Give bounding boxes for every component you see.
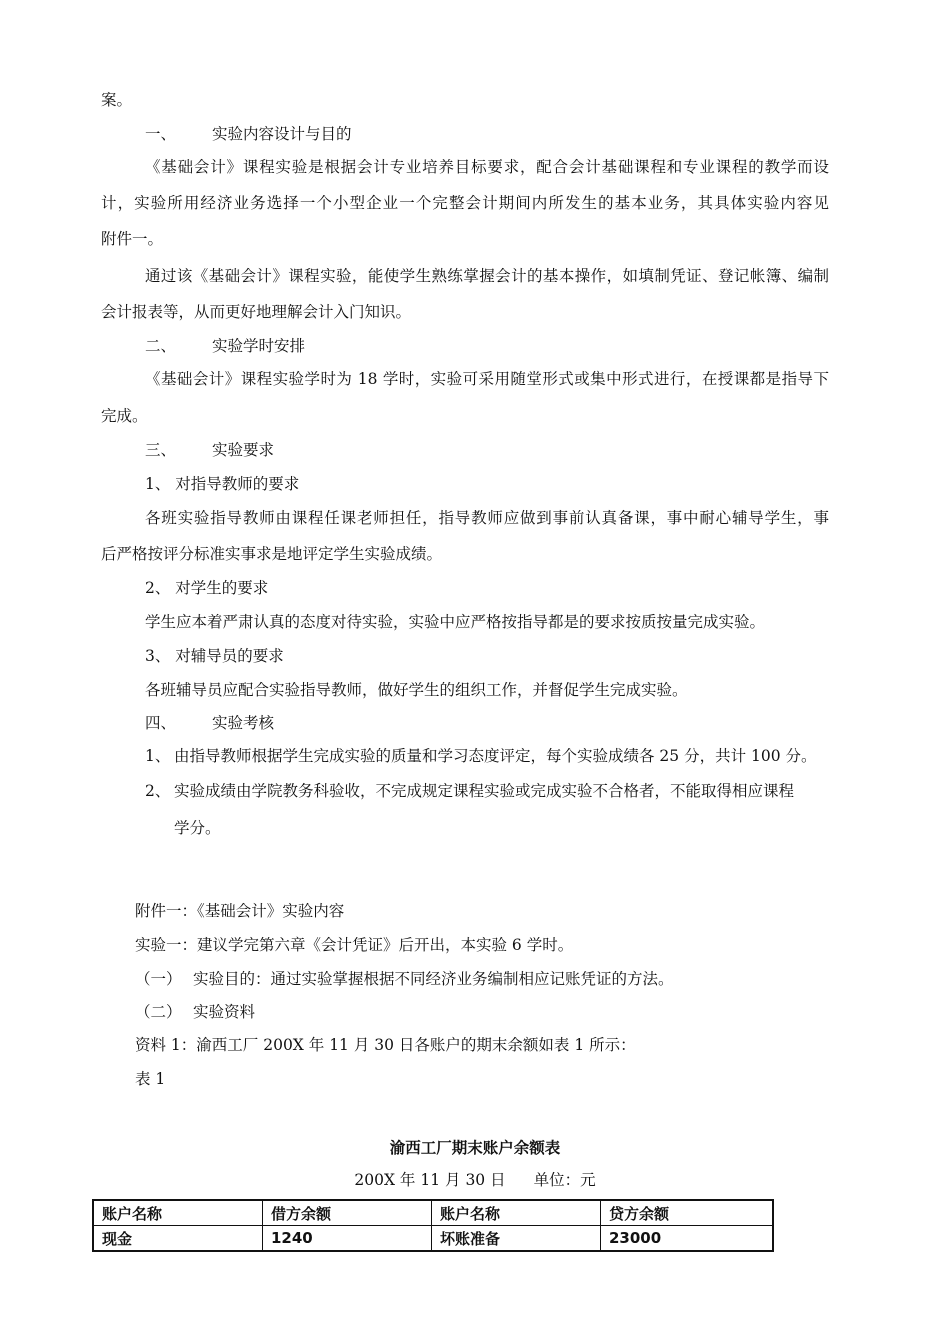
list-number: 2、 bbox=[145, 782, 171, 800]
paragraph-line: 完成。 bbox=[101, 407, 148, 425]
list-number: 1、 bbox=[145, 747, 171, 765]
table-header-cell: 账户名称 bbox=[93, 1200, 263, 1226]
paragraph-line: 后严格按评分标准实事求是地评定学生实验成绩。 bbox=[101, 545, 443, 563]
table-caption-label: 表 1 bbox=[135, 1070, 166, 1088]
table-row bbox=[93, 1226, 773, 1252]
table-cell: 23000 bbox=[601, 1226, 774, 1252]
appendix-heading: 附件一：《基础会计》实验内容 bbox=[135, 902, 345, 920]
section-heading-1 bbox=[145, 124, 352, 144]
section-heading-4 bbox=[145, 713, 274, 733]
paragraph-line: 附件一。 bbox=[101, 230, 164, 248]
table-header-cell: 借方余额 bbox=[263, 1200, 432, 1226]
subsection-heading: 2、 对学生的要求 bbox=[145, 579, 269, 597]
paragraph-line: 《基础会计》课程实验学时为 18 学时，实验可采用随堂形式或集中形式进行，在授课都是指导下 bbox=[145, 370, 829, 388]
list-item bbox=[145, 746, 817, 766]
list-text: 实验资料 bbox=[193, 1003, 256, 1021]
section-heading-3 bbox=[145, 440, 274, 460]
section-number: 二、 bbox=[145, 337, 177, 355]
section-title: 实验考核 bbox=[212, 714, 275, 732]
table-header-row bbox=[93, 1200, 773, 1226]
paragraph-line: 实验一：建议学完第六章《会计凭证》后开出，本实验 6 学时。 bbox=[135, 936, 574, 954]
table-title: 渝西工厂期末账户余额表 bbox=[389, 1139, 561, 1157]
list-item bbox=[135, 969, 674, 989]
list-number: （一） bbox=[135, 970, 182, 988]
list-number: （二） bbox=[135, 1003, 182, 1021]
table-header-cell: 贷方余额 bbox=[601, 1200, 774, 1226]
subsection-heading: 3、 对辅导员的要求 bbox=[145, 647, 284, 665]
section-title: 实验内容设计与目的 bbox=[212, 125, 352, 143]
section-number: 四、 bbox=[145, 714, 177, 732]
list-item bbox=[145, 781, 829, 801]
section-number: 一、 bbox=[145, 125, 177, 143]
paragraph-line: 案。 bbox=[101, 91, 133, 109]
paragraph-line: 各班辅导员应配合实验指导教师，做好学生的组织工作，并督促学生完成实验。 bbox=[145, 681, 688, 699]
list-text: 实验成绩由学院教务科验收，不完成规定课程实验或完成实验不合格者，不能取得相应课程 bbox=[174, 782, 795, 800]
section-title: 实验要求 bbox=[212, 441, 275, 459]
paragraph-line: 各班实验指导教师由课程任课老师担任，指导教师应做到事前认真备课，事中耐心辅导学生，事 bbox=[145, 509, 829, 527]
list-item bbox=[135, 1002, 255, 1022]
balance-table bbox=[92, 1199, 774, 1252]
section-title: 实验学时安排 bbox=[212, 337, 306, 355]
paragraph-line: 资料 1：渝西工厂 200X 年 11 月 30 日各账户的期末余额如表 1 所示： bbox=[135, 1036, 636, 1054]
paragraph-line: 通过该《基础会计》课程实验，能使学生熟练掌握会计的基本操作，如填制凭证、登记帐簿、编制 bbox=[145, 267, 829, 285]
list-item-continuation: 学分。 bbox=[174, 819, 221, 837]
paragraph-line: 《基础会计》课程实验是根据会计专业培养目标要求，配合会计基础课程和专业课程的教学而设 bbox=[145, 158, 829, 176]
table-cell: 坏账准备 bbox=[432, 1226, 601, 1252]
table-cell: 1240 bbox=[263, 1226, 432, 1252]
section-heading-2 bbox=[145, 336, 305, 356]
table-cell: 现金 bbox=[93, 1226, 263, 1252]
list-text: 实验目的：通过实验掌握根据不同经济业务编制相应记账凭证的方法。 bbox=[193, 970, 674, 988]
list-text: 由指导教师根据学生完成实验的质量和学习态度评定，每个实验成绩各 25 分，共计 100 分。 bbox=[174, 747, 817, 765]
table-header-cell: 账户名称 bbox=[432, 1200, 601, 1226]
subsection-heading: 1、 对指导教师的要求 bbox=[145, 475, 300, 493]
paragraph-line: 会计报表等，从而更好地理解会计入门知识。 bbox=[101, 303, 412, 321]
paragraph-line: 学生应本着严肃认真的态度对待实验，实验中应严格按指导都是的要求按质按量完成实验。 bbox=[145, 613, 766, 631]
section-number: 三、 bbox=[145, 441, 177, 459]
table-subtitle bbox=[0, 1168, 950, 1190]
paragraph-line: 计，实验所用经济业务选择一个小型企业一个完整会计期间内所发生的基本业务，其具体实验内容见 bbox=[101, 194, 829, 212]
table-date: 200X 年 11 月 30 日 bbox=[354, 1171, 506, 1189]
table-unit: 单位：元 bbox=[533, 1171, 596, 1189]
